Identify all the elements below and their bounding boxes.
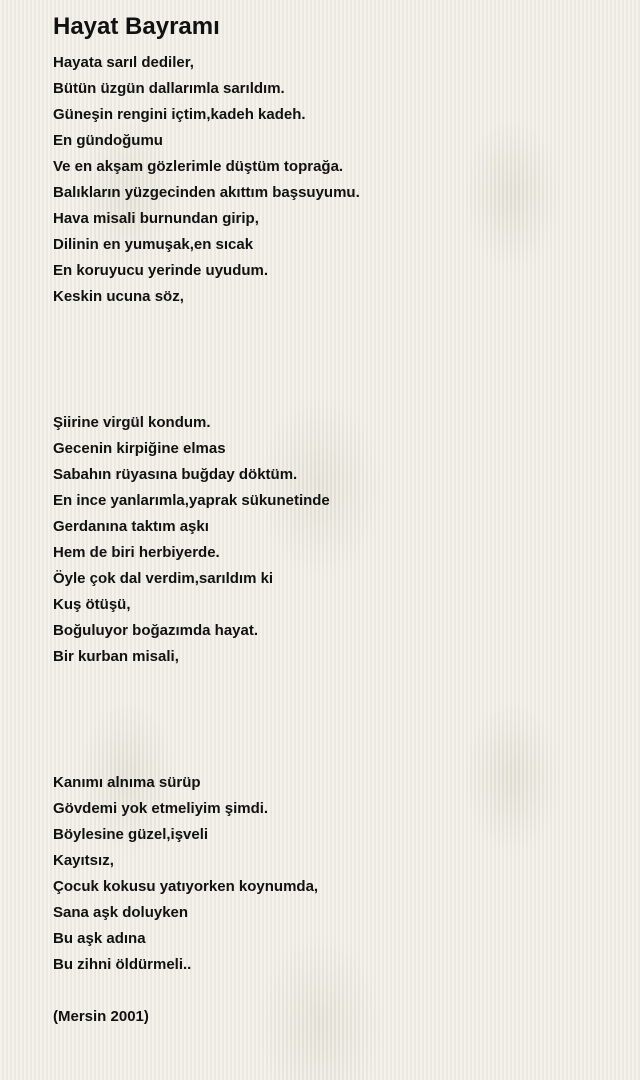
- poem-line: Dilinin en yumuşak,en sıcak: [53, 236, 254, 253]
- poem-line: Ve en akşam gözlerimle düştüm toprağa.: [53, 158, 344, 175]
- poem-line: Bu zihni öldürmeli..: [53, 956, 192, 973]
- poem-line: Gerdanına taktım aşkı: [53, 518, 209, 535]
- poem-line: Bir kurban misali,: [53, 648, 179, 665]
- poem-line: Kanımı alnıma sürüp: [53, 774, 201, 791]
- poem-line: Güneşin rengini içtim,kadeh kadeh.: [53, 106, 306, 123]
- stanza-3: [53, 770, 623, 978]
- poem-line: Boğuluyor boğazımda hayat.: [53, 622, 259, 639]
- poem-line: Balıkların yüzgecinden akıttım başsuyumu.: [53, 184, 360, 201]
- poem-signature: (Mersin 2001): [53, 1008, 149, 1025]
- poem-line: Bütün üzgün dallarımla sarıldım.: [53, 80, 285, 97]
- poem-line: Öyle çok dal verdim,sarıldım ki: [53, 570, 274, 587]
- signature-spacer: [53, 978, 623, 1004]
- poem-container: [53, 12, 623, 1030]
- stanza-1: [53, 50, 623, 310]
- poem-line: Çocuk kokusu yatıyorken koynumda,: [53, 878, 319, 895]
- poem-line: Bu aşk adına: [53, 930, 146, 947]
- poem-line: Hava misali burnundan girip,: [53, 210, 259, 227]
- poem-line: Sana aşk doluyken: [53, 904, 189, 921]
- poem-line: En gündoğumu: [53, 132, 163, 149]
- poem-line: Gövdemi yok etmeliyim şimdi.: [53, 800, 269, 817]
- poem-line: Hayata sarıl dediler,: [53, 54, 194, 71]
- poem-line: Kayıtsız,: [53, 852, 114, 869]
- poem-line: Gecenin kirpiğine elmas: [53, 440, 226, 457]
- poem-line: Sabahın rüyasına buğday döktüm.: [53, 466, 298, 483]
- poem-line: Böylesine güzel,işveli: [53, 826, 209, 843]
- poem-line: Şiirine virgül kondum.: [53, 414, 211, 431]
- poem-line: En ince yanlarımla,yaprak sükunetinde: [53, 492, 330, 509]
- poem-line: En koruyucu yerinde uyudum.: [53, 262, 269, 279]
- poem-line: Keskin ucuna söz,: [53, 288, 184, 305]
- stanza-spacer: [53, 310, 623, 410]
- stanza-2: [53, 410, 623, 670]
- poem-line: Kuş ötüşü,: [53, 596, 131, 613]
- stanza-spacer: [53, 670, 623, 770]
- poem-title: Hayat Bayramı: [53, 13, 220, 40]
- poem-line: Hem de biri herbiyerde.: [53, 544, 220, 561]
